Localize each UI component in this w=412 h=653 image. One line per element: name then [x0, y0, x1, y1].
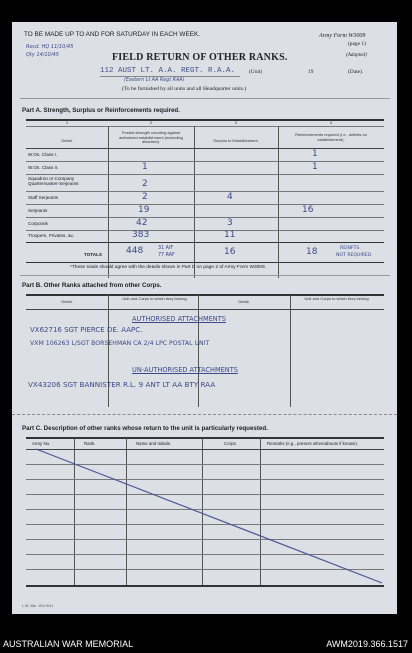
col-head-posted: Posted strength counting against authorized establishment (excluding attached). — [119, 130, 183, 145]
col-head-surplus: Surplus to Establishment. — [213, 138, 259, 143]
row-label-sgt: Serjeants — [28, 208, 48, 213]
row-cpl-posted: 42 — [136, 218, 148, 228]
handwritten-unit-sub: (Eastern Lt AA Regt RAA) — [124, 78, 185, 83]
col-number-4: 4 — [329, 120, 333, 125]
row-wo2-posted: 1 — [142, 162, 148, 172]
handwritten-receipt-1: Recd. HQ 11/10/45 — [26, 44, 74, 50]
row-wo1-reinf: 1 — [312, 149, 318, 159]
c-col-head-name: Name and Initials. — [136, 441, 172, 446]
authorised-row-1: VX62716 SGT PIERCE DE. AAPC. — [30, 326, 143, 334]
totals-posted-note-1: 31 AIF — [158, 246, 174, 251]
cancellation-stroke — [12, 22, 397, 614]
date-label: (Date). — [348, 69, 364, 75]
row-cpl-surplus: 3 — [227, 218, 233, 228]
row-sgt-posted: 19 — [138, 205, 150, 215]
unauthorised-row-1: VX43206 SGT BANNISTER R.L. 9 ANT LT AA BTY RAA — [28, 380, 216, 389]
row-label-pte: Troopers, Privates, &c. — [28, 233, 75, 238]
part-a-heading: Part A. Strength, Surplus or Reinforcements required. — [22, 107, 180, 114]
archive-id: AWM2019.366.1517 — [326, 639, 408, 649]
handwritten-receipt-2: Qty 14/10/45 — [26, 52, 59, 58]
row-label-wo2: W.Os. Class II. — [28, 165, 59, 170]
totals-surplus: 16 — [224, 247, 236, 257]
form-subtitle: (To be furnished by all units and all Headquarter units.) — [122, 86, 247, 92]
c-col-head-army-no: Army No. — [32, 441, 51, 446]
row-ssgt-posted: 2 — [142, 192, 148, 202]
totals-reinf-note-2: NOT REQUIRED — [336, 253, 372, 258]
row-pte-surplus: 11 — [224, 230, 236, 240]
totals-reinf: 18 — [306, 247, 318, 257]
row-wo2-reinf: 1 — [312, 162, 318, 172]
col-number-3: 3 — [234, 120, 238, 125]
totals-label: TOTALS — [84, 252, 102, 257]
army-form-number: Army Form W3009 — [319, 33, 366, 39]
c-col-head-corps: Corps. — [224, 441, 237, 446]
b-col-head-detail-1: Detail. — [61, 299, 73, 304]
unit-label: (Unit) — [249, 69, 263, 75]
authorised-row-2: VXM 106263 L/SGT BORSEHMAN CA 2/4 LPC POSTAL UNIT — [30, 340, 210, 347]
form-title: FIELD RETURN OF OTHER RANKS. — [112, 52, 288, 63]
b-col-head-unit-1: Unit and Corps to which they belong. — [122, 296, 188, 301]
authorised-heading: AUTHORISED ATTACHMENTS — [132, 315, 226, 323]
c-col-head-remarks: Remarks (e.g., present whereabouts if known). — [267, 441, 359, 446]
col-head-reinf: Reinforcements required (i.e., deficits on establishment). — [295, 132, 367, 142]
unit-name: 112 AUST LT. A.A. REGT. R.A.A. — [100, 67, 236, 75]
archive-name: AUSTRALIAN WAR MEMORIAL — [3, 639, 134, 649]
print-code: L.W. 28e. 10/4 5/41 — [22, 604, 54, 608]
row-label-wo1: W.Os. Class I. — [28, 152, 58, 157]
form-sheet — [12, 22, 397, 614]
unauthorised-heading: UN-AUTHORISED ATTACHMENTS — [132, 366, 238, 374]
col-head-detail: Detail. — [61, 138, 73, 143]
row-pte-posted: 383 — [132, 230, 150, 240]
archive-footer — [0, 636, 412, 653]
part-b-heading: Part B. Other Ranks attached from other Corps. — [22, 282, 162, 289]
row-label-cqms: Squadron or Company Quartermaster-Serjeants — [28, 176, 79, 186]
row-label-ssgt: Staff Serjeants — [28, 195, 59, 200]
b-col-head-detail-2: Detail. — [238, 299, 250, 304]
row-cqms-posted: 2 — [142, 179, 148, 189]
col-number-1: 1 — [65, 120, 69, 125]
totals-posted: 448 — [126, 246, 144, 256]
row-ssgt-surplus: 4 — [227, 192, 233, 202]
col-number-2: 2 — [149, 120, 153, 125]
page-number: (page 1) — [348, 41, 366, 47]
c-col-head-rank: Rank. — [84, 441, 96, 446]
b-col-head-unit-2: Unit and Corps to which they belong. — [304, 296, 370, 301]
totals-footnote: *These totals should agree with the details shown in Part D on page 2 of Army Form W3009. — [70, 265, 266, 270]
totals-reinf-note-1: REINFTS — [340, 246, 360, 251]
row-label-cpl: Corporals — [28, 221, 48, 226]
part-c-heading: Part C. Description of other ranks whose return to the unit is particularly requested. — [22, 425, 268, 432]
row-sgt-reinf: 16 — [302, 205, 314, 215]
year-prefix: 19 — [308, 69, 314, 75]
top-note: TO BE MADE UP TO AND FOR SATURDAY IN EACH WEEK. — [24, 31, 201, 38]
totals-posted-note-2: 77 RAF — [158, 253, 175, 258]
adapted-label: (Adapted) — [346, 52, 367, 58]
